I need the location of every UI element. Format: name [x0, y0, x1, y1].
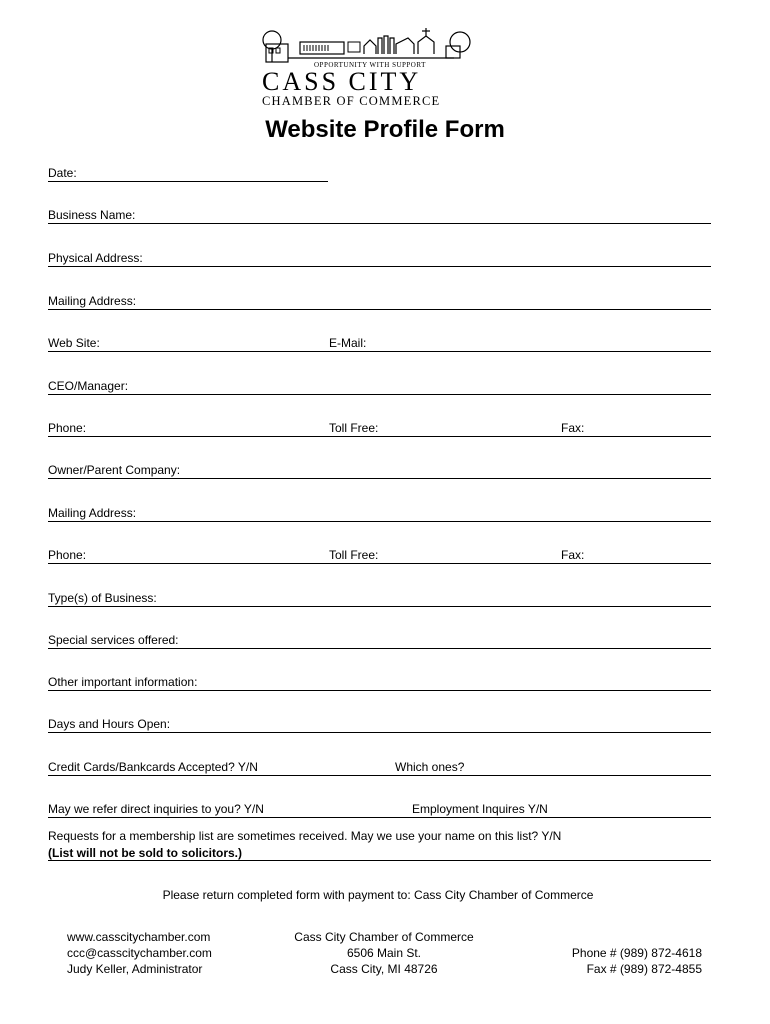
org-name: Cass City Chamber of Commerce [294, 930, 474, 944]
ceo-field[interactable] [48, 394, 711, 395]
logo-subname: CHAMBER OF COMMERCE [262, 94, 441, 108]
membership-list-field[interactable] [48, 860, 711, 861]
other-info-label: Other important information: [48, 675, 198, 689]
days-hours-label: Days and Hours Open: [48, 717, 171, 731]
footer-center [270, 929, 498, 977]
form-title: Website Profile Form [265, 116, 505, 143]
email-link[interactable]: ccc@casscitychamber.com [67, 946, 212, 960]
which-ones-label: Which ones? [395, 760, 465, 774]
phone-field[interactable] [48, 436, 711, 437]
not-sold-note: (List will not be sold to solicitors.) [48, 846, 243, 860]
phone-2-label: Phone: [48, 548, 87, 562]
toll-free-label: Toll Free: [329, 421, 379, 435]
mailing-address-label: Mailing Address: [48, 294, 137, 308]
web-site-label: Web Site: [48, 336, 100, 350]
date-field[interactable] [48, 181, 328, 182]
membership-list-label: Requests for a membership list are sometimes received. May we use your name on this list? Y/N [48, 829, 562, 843]
fax-number: Fax # (989) 872-4855 [586, 962, 702, 976]
credit-cards-field[interactable] [48, 775, 711, 776]
mailing-address-2-field[interactable] [48, 521, 711, 522]
special-services-field[interactable] [48, 648, 711, 649]
credit-cards-label: Credit Cards/Bankcards Accepted? Y/N [48, 760, 258, 774]
mailing-address-field[interactable] [48, 309, 711, 310]
mailing-address-2-label: Mailing Address: [48, 506, 137, 520]
days-hours-field[interactable] [48, 732, 711, 733]
special-services-label: Special services offered: [48, 633, 179, 647]
chamber-logo [258, 28, 482, 108]
ceo-label: CEO/Manager: [48, 379, 129, 393]
logo-tagline: OPPORTUNITY WITH SUPPORT [314, 61, 426, 69]
street-address: 6506 Main St. [346, 946, 422, 960]
city-state-zip: Cass City, MI 48726 [330, 962, 438, 976]
email-label: E-Mail: [329, 336, 367, 350]
phone-label: Phone: [48, 421, 87, 435]
phone-number: Phone # (989) 872-4618 [571, 946, 702, 960]
physical-address-label: Physical Address: [48, 251, 143, 265]
fax-label: Fax: [561, 421, 585, 435]
return-note: Please return completed form with payment to: Cass City Chamber of Commerce [162, 888, 594, 902]
footer-right [572, 945, 702, 977]
date-label: Date: [48, 166, 77, 180]
types-of-business-field[interactable] [48, 606, 711, 607]
town-skyline-icon [258, 28, 482, 108]
refer-inquiries-field[interactable] [48, 817, 711, 818]
footer-left [67, 929, 212, 977]
phone-2-field[interactable] [48, 563, 711, 564]
toll-free-2-label: Toll Free: [329, 548, 379, 562]
physical-address-field[interactable] [48, 266, 711, 267]
owner-parent-field[interactable] [48, 478, 711, 479]
refer-inquiries-label: May we refer direct inquiries to you? Y/N [48, 802, 264, 816]
business-name-label: Business Name: [48, 208, 136, 222]
other-info-field[interactable] [48, 690, 711, 691]
owner-parent-label: Owner/Parent Company: [48, 463, 181, 477]
web-email-field[interactable] [48, 351, 711, 352]
fax-2-label: Fax: [561, 548, 585, 562]
types-of-business-label: Type(s) of Business: [48, 591, 157, 605]
administrator-name: Judy Keller, Administrator [67, 962, 203, 976]
business-name-field[interactable] [48, 223, 711, 224]
employment-inquiries-label: Employment Inquires Y/N [412, 802, 548, 816]
website-link[interactable]: www.casscitychamber.com [67, 930, 211, 944]
logo-name: CASS CITY [262, 67, 422, 96]
